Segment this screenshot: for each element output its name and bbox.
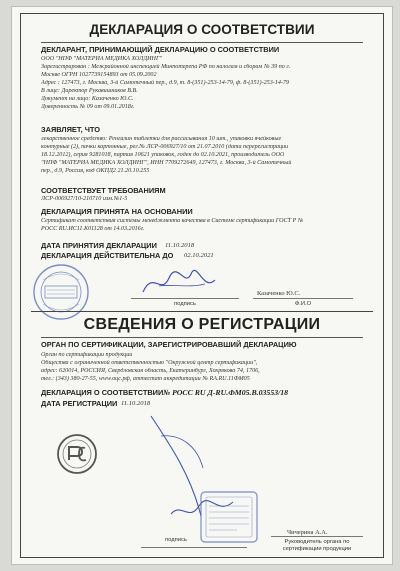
title-rule	[41, 42, 363, 43]
declarant-line: Доверенность № 09 от 09.01.2018г.	[41, 104, 135, 110]
registrar-signature-caption: подпись	[165, 537, 187, 543]
name-caption: Ф.И.О	[294, 301, 312, 307]
registration-title-rule	[41, 337, 363, 338]
declarant-line: В лице: Директор Рукавишников В.В.	[41, 88, 138, 94]
name-rule	[253, 298, 353, 299]
valid-until-value: 02.10.2021	[184, 252, 214, 259]
claims-line: 18.12.2012), серия 9281018, партия 10621 упаковок, годен до 02.10.2021, производитель ООО	[41, 152, 285, 158]
registrar-name-rule	[271, 536, 363, 537]
declarant-line: ООО "НПФ "МАТЕРИА МЕДИКА ХОЛДИНГ"	[41, 56, 162, 62]
declarant-line: Документ на лицо: Казаченко Ю.С.	[41, 96, 134, 102]
claims-heading: ЗАЯВЛЯЕТ, ЧТО	[41, 125, 101, 134]
declarant-line: Москве ОГРН 1027739154893 от 05.09.2002	[41, 72, 157, 78]
declaration-number-label: ДЕКЛАРАЦИЯ О СООТВЕТСТВИИ	[41, 388, 164, 397]
registration-date-value: 11.10.2018	[121, 400, 151, 407]
claims-line: "НПФ "МАТЕРИА МЕДИКА ХОЛДИНГ", ИНН 7709272649, 127473, г. Москва, 3-й Самотечный	[41, 160, 292, 166]
declarant-signature-icon	[139, 266, 219, 300]
declarant-line: Зарегистрирован : Межрайонной инспекцией Минпотерепа РФ по налогам и сборам № 39 по г.	[41, 64, 291, 70]
basis-line: РОСС RU.ИС11.К01128 от 14.03.2016г.	[41, 226, 145, 232]
requirements-line: ЛСР-006927/10-210710 изм.№1-5	[41, 196, 128, 202]
claims-line: лекарственное средство: Ренгалин таблетки для рассасывания 10 шт., упаковки ячейковые	[41, 136, 282, 142]
claims-line: пер., д.9, Россия, код ОКПД2 21.20.10.255	[41, 168, 150, 174]
declarant-heading: ДЕКЛАРАНТ, ПРИНИМАЮЩИЙ ДЕКЛАРАЦИЮ О СООТВЕТСТВИИ	[41, 45, 280, 54]
section-divider	[31, 311, 373, 312]
document-title: ДЕКЛАРАЦИЯ О СООТВЕТСТВИИ	[89, 22, 315, 37]
registrar-role-caption-2: сертификации продукции	[282, 546, 352, 552]
declaration-number-value: № РОСС RU Д-RU.ФМ05.В.03553/18	[163, 388, 289, 397]
page-frame	[20, 13, 384, 558]
declaration-page	[11, 6, 393, 565]
registration-date-label: ДАТА РЕГИСТРАЦИИ	[41, 399, 118, 408]
registrar-name: Чичерина А.А.	[287, 529, 328, 536]
organ-line: Общества с ограниченной ответственностью "Окружной центр сертификации",	[41, 360, 258, 366]
basis-line: Сертификат соответствия системы менеджмента качества в Системе сертификации ГОСТ Р №	[41, 218, 304, 224]
declarant-line: Адрес : 127473, г. Москва, 3-й Самотечный пер., д.9, т. 8-(351)-253-14-79, ф. 8-(351)-253-14-79	[41, 80, 289, 86]
claims-line: контурные (2), пачки картонные, рег.№ ЛСР-006927/10 от 21.07.2010 (дата перерегистрации	[41, 144, 289, 150]
organ-line: тел.: (343) 380-27-55, www.оцс.рф, аттестат аккредитации № RA.RU.11ФМ05	[41, 376, 250, 382]
registration-title: СВЕДЕНИЯ О РЕГИСТРАЦИИ	[83, 316, 321, 333]
signature-caption: подпись	[174, 301, 196, 307]
valid-until-label: ДЕКЛАРАЦИЯ ДЕЙСТВИТЕЛЬНА ДО	[41, 251, 174, 260]
accepted-date-value: 11.10.2018	[165, 242, 195, 249]
certification-mark-icon	[55, 432, 99, 476]
registrar-role-caption-1: Руководитель органа по	[284, 539, 350, 545]
registrar-signature-rule	[141, 547, 247, 548]
signature-rule	[131, 298, 239, 299]
basis-heading: ДЕКЛАРАЦИЯ ПРИНЯТА НА ОСНОВАНИИ	[41, 207, 193, 216]
organ-heading: ОРГАН ПО СЕРТИФИКАЦИИ, ЗАРЕГИСТРИРОВАВШИЙ ДЕКЛАРАЦИЮ	[41, 340, 297, 349]
requirements-heading: СООТВЕТСТВУЕТ ТРЕБОВАНИЯМ	[41, 186, 166, 195]
accepted-date-label: ДАТА ПРИНЯТИЯ ДЕКЛАРАЦИИ	[41, 241, 157, 250]
organ-line: Орган по сертификации продукции	[41, 352, 133, 358]
declarant-name: Казаченко Ю.С.	[257, 290, 301, 297]
organ-line: адрес: 620014, РОССИЯ, Свердловская область, Екатеринбург, Хохрякова 74, 1706,	[41, 368, 260, 374]
company-stamp-icon	[31, 262, 91, 322]
